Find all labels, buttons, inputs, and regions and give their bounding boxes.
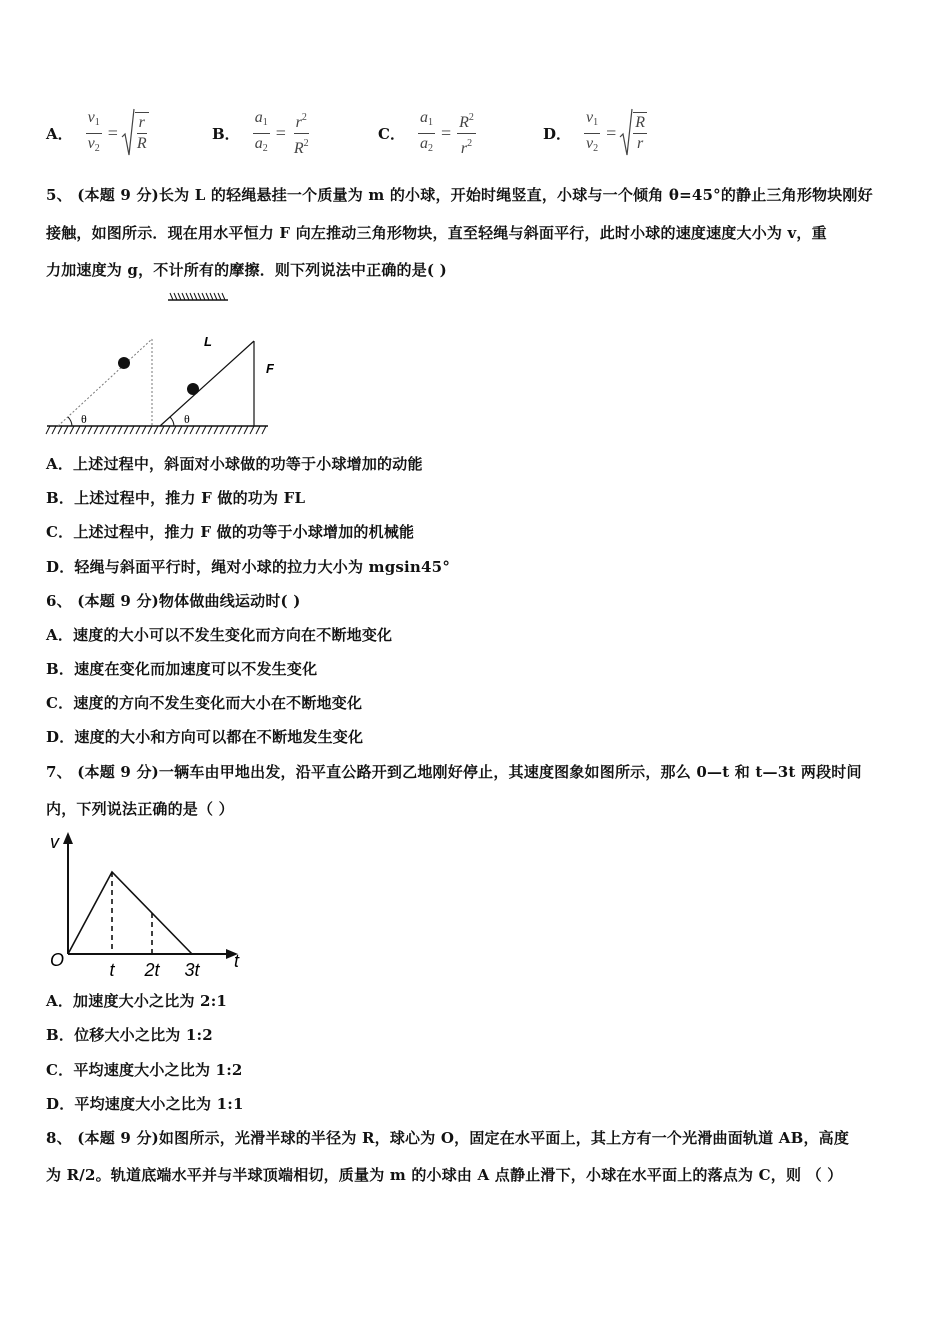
q7-stem-line-1: 7、 (本题 9 分)一辆车由甲地出发，沿平直公路开到乙地刚好停止，其速度图象如图所示，那么 0—t 和 t—3t 两段时间 (46, 763, 862, 781)
option-label: B． (212, 124, 240, 143)
q5-option-a[interactable]: A．上述过程中，斜面对小球做的功等于小球增加的动能 (46, 455, 423, 473)
q5-option-c[interactable]: C．上述过程中，推力 F 做的功等于小球增加的机械能 (46, 523, 415, 541)
q8-stem-line-1: 8、 (本题 9 分)如图所示，光滑半球的半径为 R，球心为 O，固定在水平面上，其上方有一个光滑曲面轨道 AB，高度 (46, 1129, 850, 1147)
q7-option-a[interactable]: A．加速度大小之比为 2:1 (46, 992, 228, 1010)
lhs-fraction: $\frac{a_1}{a_2}$ (419, 108, 433, 154)
q8-stem-line-2: 为 R/2。轨道底端水平并与半球顶端相切，质量为 m 的小球由 A 点静止滑下，小球在水平面上的落点为 C，则 （ ） (46, 1166, 843, 1184)
q6-option-b[interactable]: B．速度在变化而加速度可以不发生变化 (46, 660, 318, 678)
q4-option-a[interactable]: A． $\frac{v_1}{v_2}$ = $\frac{r}{R}$ (46, 98, 152, 168)
tick-label-t: t (109, 960, 115, 980)
angle-arc-1 (68, 417, 72, 426)
label-F: F (266, 361, 274, 376)
theta-label-2: θ (184, 412, 190, 426)
lhs-fraction: $\frac{a_1}{a_2}$ (254, 108, 268, 154)
lhs-fraction: $\frac{v_1}{v_2}$ (87, 108, 100, 154)
final-incline (160, 341, 254, 426)
y-axis-label: v (50, 832, 59, 852)
sqrt-symbol: $\frac{R}{r}$ (619, 107, 650, 159)
final-ball (187, 383, 199, 395)
angle-arc-2 (170, 417, 174, 426)
q5-option-b[interactable]: B．上述过程中，推力 F 做的功为 FL (46, 489, 306, 507)
q7-option-d[interactable]: D．平均速度大小之比为 1:1 (46, 1095, 244, 1113)
q5-stem-line-3: 力加速度为 g，不计所有的摩擦．则下列说法中正确的是( ) (46, 261, 447, 279)
origin-label: O (50, 950, 65, 970)
theta-label-1: θ (81, 412, 87, 426)
q6-option-c[interactable]: C．速度的方向不发生变化而大小在不断地变化 (46, 694, 363, 712)
q4-option-d[interactable]: D． $\frac{v_1}{v_2}$ = $\frac{R}{r}$ (543, 98, 650, 168)
tick-label-3t: 3t (184, 960, 200, 980)
sqrt-symbol: $\frac{r}{R}$ (121, 107, 152, 159)
q5-option-d[interactable]: D．轻绳与斜面平行时，绳对小球的拉力大小为 mgsin45° (46, 558, 451, 576)
option-label: D． (543, 124, 572, 143)
velocity-line (68, 872, 192, 954)
ground-hatch (46, 426, 266, 434)
rhs-fraction: $\frac{r^2}{R^2}$ (292, 108, 311, 159)
q4-options-row (0, 98, 950, 168)
q5-stem-line-1: 5、 (本题 9 分)长为 L 的轻绳悬挂一个质量为 m 的小球，开始时绳竖直，小球与一个倾角 θ=45°的静止三角形物块刚好 (46, 186, 873, 204)
rhs-fraction: $\frac{R^2}{r^2}$ (457, 108, 476, 159)
q7-option-b[interactable]: B．位移大小之比为 1:2 (46, 1026, 213, 1044)
q5-figure (44, 290, 274, 440)
q7-option-c[interactable]: C．平均速度大小之比为 1:2 (46, 1061, 243, 1079)
option-label: C． (378, 124, 405, 143)
q6-option-a[interactable]: A．速度的大小可以不发生变化而方向在不断地变化 (46, 626, 393, 644)
ceiling-hatch (170, 293, 225, 300)
option-label: A． (46, 124, 73, 143)
q7-stem-line-2: 内，下列说法正确的是（ ） (46, 800, 234, 818)
lhs-fraction: $\frac{v_1}{v_2}$ (586, 108, 599, 154)
q6-stem: 6、 (本题 9 分)物体做曲线运动时( ) (46, 592, 301, 610)
q4-option-b[interactable]: B． $\frac{a_1}{a_2}$ = $\frac{r^2}{R^2}$ (212, 108, 309, 157)
x-axis-label: t (234, 951, 240, 971)
y-axis-arrow (63, 832, 73, 844)
q7-vt-graph (46, 826, 256, 984)
q6-option-d[interactable]: D．速度的大小和方向可以都在不断地发生变化 (46, 728, 364, 746)
q4-option-c[interactable]: C． $\frac{a_1}{a_2}$ = $\frac{R^2}{r^2}$ (378, 108, 474, 157)
initial-incline (58, 339, 152, 426)
tick-label-2t: 2t (144, 960, 160, 980)
label-L: L (204, 334, 212, 349)
q5-stem-line-2: 接触，如图所示．现在用水平恒力 F 向左推动三角形物块，直至轻绳与斜面平行，此时小球的速度速度大小为 v，重 (46, 224, 827, 242)
initial-ball (118, 357, 130, 369)
